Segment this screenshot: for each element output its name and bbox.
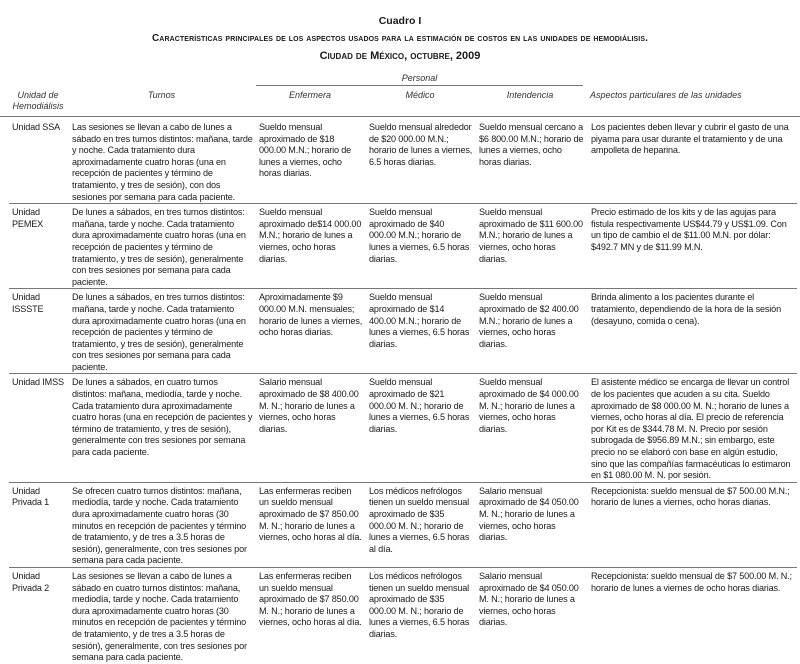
cell-medico: Sueldo mensual aproximado de $21 000.00 M. N.; horario de lunes a viernes, 6.5 horas diarias. [369,377,470,434]
cell-aspectos: Los pacientes deben llevar y cubrir el gasto de una piyama para usar durante el tratamiento y de una ampolleta de heparina. [591,122,789,156]
cell-unidad: Unidad PEMEX [12,207,44,229]
cell-unidad: Unidad IMSS [12,377,64,388]
cell-medico: Sueldo mensual aproximado de $40 000.00 M.N.; horario de lunes a viernes, 6.5 horas diarias. [369,207,470,264]
cell-aspectos: El asistente médico se encarga de llevar un control de los pacientes que acuden a su cita. Sueldo aproximado de $8 000.00 M. N.; horario de lunes a viernes, ocho horas al día. El precio de referencia por Kit es de $344.78 M. N. Precio por sesión subrogada de $956.89 M.N.; sin embargo, este precio no se elaboró con base en algún estudio, sino que las compañías farmacéuticas lo estimaron en $1 080.00 M. N. por sesión. [591,377,791,481]
cost-table [9,119,797,664]
cell-intendencia: Sueldo mensual aproximado de $2 400.00 M.N.; horario de lunes a viernes, ocho horas diarias. [479,292,579,349]
cell-enfermera: Sueldo mensual aproximado de $18 000.00 M.N.; horario de lunes a viernes, ocho horas diarias. [259,122,352,179]
header-enfermera: Enfermera [288,90,332,100]
table-label: Cuadro I [378,15,422,27]
cell-intendencia: Salario mensual aproximado de $4 050.00 M. N.; horario de lunes a viernes, ocho horas diarias. [479,485,579,543]
table-row [9,204,797,289]
table-subtitle: Ciudad de México, octubre, 2009 [319,50,481,62]
table-title: Características principales de los aspectos usados para la estimación de costos en las unidades de hemodiálisis. [151,33,648,44]
header-unidad: Unidad de Hemodiálisis [12,90,64,111]
cell-turnos: Las sesiones se llevan a cabo de lunes a sábado en cuatro turnos distintos: mañana, mediodía, tarde y noche. Cada tratamiento dura aproximadamente cuatro horas (30 minutos en recepción de pacientes y término de tratamiento, y de tres a 3.5 horas de sesión), generalmente, con tres sesiones por semana para cada paciente. [72,570,247,663]
header-personal: Personal [401,73,438,83]
header-divider [0,116,800,117]
table-row [9,482,797,567]
cell-medico: Los médicos nefrólogos tienen un sueldo mensual aproximado de $35 000.00 M. N.; horario de lunes a viernes, 6.5 horas al día. [369,485,470,554]
cell-unidad: Unidad Privada 1 [12,485,50,508]
cell-aspectos: Recepcionista: sueldo mensual de $7 500.00 M.N.; horario de lunes a viernes, ocho horas diarias. [591,485,790,508]
table-row [9,567,797,663]
cell-aspectos: Recepcionista: sueldo mensual de $7 500.00 M. N.; horario de lunes a viernes de ocho horas diarias. [591,570,792,593]
group-divider [256,85,583,86]
cell-intendencia: Sueldo mensual aproximado de $11 600.00 M.N.; horario de lunes a viernes, ocho horas diarias. [479,207,583,264]
cell-enfermera: Sueldo mensual aproximado de$14 000.00 M.N.; horario de lunes a viernes, ocho horas diarias. [259,207,362,264]
cell-intendencia: Sueldo mensual cercano a $6 800.00 M.N.; horario de lunes a viernes, ocho horas diarias. [479,122,584,167]
cell-intendencia: Salario mensual aproximado de $4 050.00 M. N.; horario de lunes a viernes, ocho horas diarias. [479,570,579,628]
cell-medico: Los médicos nefrólogos tienen un sueldo mensual aproximado de $35 000.00 M. N.; horario de lunes a viernes, 6.5 horas diarias. [369,570,470,639]
cell-enfermera: Salario mensual aproximado de $8 400.00 M. N.; horario de lunes a viernes, ocho horas diarias. [259,377,359,434]
cell-enfermera: Aproximadamente $9 000.00 M.N. mensuales; horario de lunes a viernes, ocho horas diarias. [259,292,363,338]
cell-intendencia: Sueldo mensual aproximado de $4 000.00 M. N.; horario de lunes a viernes, ocho horas diarias. [479,377,579,434]
cell-unidad: Unidad SSA [12,122,61,132]
cell-medico: Sueldo mensual alrededor de $20 000.00 M.N.; horario de lunes a viernes, 6.5 horas diarias. [369,122,473,167]
cell-aspectos: Precio estimado de los kits y de las agujas para fistula respectivamente US$44.79 y US$1.09. Con un tipo de cambio el de $11.00 M.N. por dólar: $492.7 MN y de $11.99 M.N. [591,207,787,252]
header-intendencia: Intendencia [506,90,554,100]
cell-unidad: Unidad Privada 2 [12,570,50,593]
cell-turnos: De lunes a sábados, en tres turnos distintos: mañana, tarde y noche. Cada tratamiento dura aproximadamente cuatro horas (una en recepción de pacientes y término de tratamiento, y tres de sesión), generalmente con tres sesiones por semana para cada paciente. [72,292,246,372]
cell-unidad: Unidad ISSSTE [12,292,44,314]
cell-enfermera: Las enfermeras reciben un sueldo mensual aproximado de $7 850.00 M. N.; horario de lunes a viernes, ocho horas al día. [259,485,362,543]
cell-turnos: Se ofrecen cuatro turnos distintos: mañana, mediodía, tarde y noche. Cada tratamiento dura aproximadamente cuatro horas (30 minutos en recepción de pacientes y término de tratamiento, y de tres a 3.5 horas de sesión), generalmente, con tres sesiones por semana para cada paciente. [72,485,247,566]
header-medico: Médico [405,90,435,100]
cell-turnos: De lunes a sábados, en tres turnos distintos: mañana, tarde y noche. Cada tratamiento dura aproximadamente cuatro horas (una en recepción de pacientes y término de tratamiento, y tres de sesión), generalmente con tres sesiones por semana para cada paciente. [72,207,246,287]
cell-turnos: Las sesiones se llevan a cabo de lunes a sábado en tres turnos distintos: mañana, tarde y noche. Cada tratamiento dura aproximadamente cuatro horas (una en recepción de pacientes y término de tratamiento, y tres de sesión), con dos sesiones por semana para cada paciente. [72,122,253,202]
header-aspectos: Aspectos particulares de las unidades [590,90,742,100]
table-row [9,374,797,482]
cell-enfermera: Las enfermeras reciben un sueldo mensual aproximado de $7 850.00 M. N.; horario de lunes a viernes, ocho horas al día. [259,570,362,628]
cell-turnos: De lunes a sábados, en cuatro turnos distintos: mañana, mediodía, tarde y noche. Cada tratamiento dura aproximadamente cuatro horas (una en recepción de pacientes y término de tratamiento, y tres de sesión), generalmente con tres sesiones por semana para cada paciente. [72,377,253,458]
header-turnos: Turnos [147,90,176,100]
table-row [9,119,797,204]
cell-aspectos: Brinda alimento a los pacientes durante el tratamiento, dependiendo de la hora de la sesión (desayuno, comida o cena). [591,292,781,326]
table-row [9,289,797,374]
cell-medico: Sueldo mensual aproximado de $14 400.00 M.N.; horario de lunes a viernes, 6.5 horas diarias. [369,292,470,349]
